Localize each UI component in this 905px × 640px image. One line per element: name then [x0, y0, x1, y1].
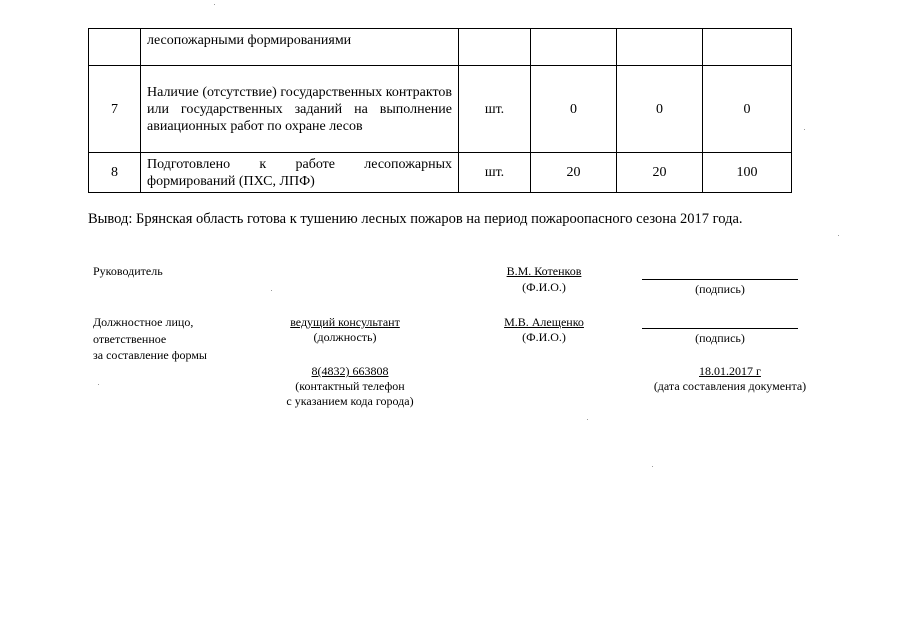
- responsible-role-line-1: Должностное лицо,: [93, 315, 194, 329]
- responsible-role-line-2: ответственное: [93, 332, 167, 346]
- responsible-name-caption: (Ф.И.О.): [522, 330, 566, 344]
- document-date: 18.01.2017 г: [699, 364, 761, 378]
- indicator-name: лесопожарными формированиями: [141, 29, 459, 66]
- table-row: [89, 29, 792, 66]
- table-row: [89, 66, 792, 153]
- indicator-name: Наличие (отсутствие) государственных контрактов или государственных заданий на выполнение авиационных работ по охране лесов: [141, 66, 459, 153]
- document-date-caption: (дата составления документа): [653, 379, 807, 393]
- conclusion-text: Вывод: Брянская область готова к тушению лесных пожаров на период пожароопасного сезона 2017 года.: [88, 211, 743, 227]
- indicators-table: [88, 28, 792, 193]
- phone-caption-line-1: (контактный телефон: [295, 379, 405, 393]
- scan-speck: [587, 419, 588, 420]
- responsible-name: М.В. Алещенко: [504, 315, 584, 329]
- value-cell: [531, 29, 617, 66]
- unit-cell: шт.: [459, 153, 531, 193]
- head-role-label: Руководитель: [93, 264, 163, 278]
- value-cell: 0: [617, 66, 703, 153]
- unit-cell: [459, 29, 531, 66]
- responsible-signature-caption: (подпись): [695, 331, 745, 345]
- head-name-caption: (Ф.И.О.): [522, 280, 566, 294]
- value-cell: 100: [703, 153, 792, 193]
- responsible-role-line-3: за составление формы: [93, 348, 207, 362]
- indicator-name: Подготовлено к работе лесопожарных формирований (ПХС, ЛПФ): [141, 153, 459, 193]
- scan-speck: [804, 129, 805, 130]
- scan-speck: [838, 235, 839, 236]
- responsible-position: ведущий консультант: [290, 315, 400, 329]
- value-cell: [617, 29, 703, 66]
- head-signature-line: [642, 279, 798, 280]
- scan-speck: [98, 384, 99, 385]
- value-cell: [703, 29, 792, 66]
- responsible-position-caption: (должность): [313, 330, 377, 344]
- scan-speck: [652, 466, 653, 467]
- phone-caption-line-2: с указанием кода города): [286, 394, 414, 408]
- value-cell: 20: [617, 153, 703, 193]
- value-cell: 0: [531, 66, 617, 153]
- row-number: 8: [89, 153, 141, 193]
- responsible-signature-line: [642, 328, 798, 329]
- head-name: В.М. Котенков: [506, 264, 582, 278]
- scan-speck: [214, 4, 215, 5]
- row-number: [89, 29, 141, 66]
- row-number: 7: [89, 66, 141, 153]
- table-row: [89, 153, 792, 193]
- unit-cell: шт.: [459, 66, 531, 153]
- head-signature-caption: (подпись): [695, 282, 745, 296]
- value-cell: 20: [531, 153, 617, 193]
- scan-speck: [271, 290, 272, 291]
- responsible-phone: 8(4832) 663808: [311, 364, 389, 378]
- value-cell: 0: [703, 66, 792, 153]
